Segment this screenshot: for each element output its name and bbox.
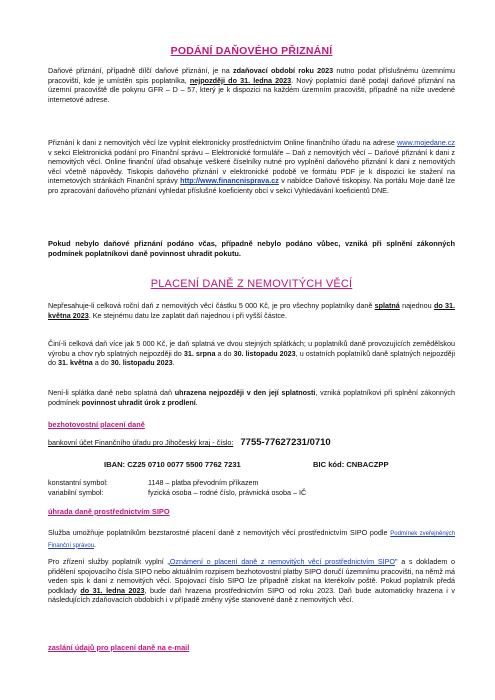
constant-symbol-value: 1148 – platba převodním příkazem	[148, 478, 259, 487]
inline-link[interactable]: www.mojedane.cz	[397, 138, 455, 147]
paragraph-penalty-notice: Pokud nebylo daňové přiznání podáno včas, případně nebylo podáno vůbec, vzniká při splnění zákonných podmínek poplatníkovi daně povinnost uhradit pokutu.	[48, 239, 455, 258]
paragraph-payment-deadline: Nepřesahuje-li celková roční daň z nemovitých věcí částku 5 000 Kč, je pro všechny poplatníky daně splatná najednou do 31. května 2023. Ke stejnému datu lze zaplatit daň najednou i při vyšší částce.	[48, 301, 455, 320]
paragraph-sipo-service: Služba umožňuje poplatníkům bezstarostné placení daně z nemovitých věcí prostřednictvím SIPO podle Podmínek zveřejněných Finanční správou.	[48, 528, 455, 549]
paragraph-sipo-setup: Pro zřízení služby poplatník vyplní „Oznámení o placení daně z nemovitých věcí prostřednictvím SIPO" a s dokladem o přidělení spojovacího čísla SIPO nebo aktuálním rozpisem bezhotovostní platby SIPO doručí územnímu pracovišti, na němž má veden spis k dani z nemovitých věcí. Spojovací číslo SIPO lze případně získat na kterékoliv poště. Pokud poplatník předá podklady do 31. ledna 2023, bude daň hrazena prostřednictvím SIPO od roku 2023. Daň bude automaticky hrazena i v následujících zdaňovacích obdobích i v případě změny výše stanovené daně z nemovitých věcí.	[48, 557, 456, 605]
paragraph-installments: Činí-li celková daň více jak 5 000 Kč, je daň splatná ve dvou stejných splátkách; u poplatníků daně provozujících zemědělskou výrobu a chov ryb splatných nejpozději do 31. srpna a do 30. listopadu 2023, u ostatních poplatníků daně splatných nejpozději do 31. května a do 30. listopadu 2023.	[48, 339, 456, 368]
paragraph-electronic-filing: Přiznání k dani z nemovitých věcí lze vyplnit elektronicky prostřednictvím Online finančního úřadu na adrese www.mojedane.cz v sekci Elektronická podání pro Finanční správu – Elektronické formuláře – Daň z nemovitých věcí – Daňové přiznání k dani z nemovitých věcí. Online finanční úřad obsahuje veškeré číselníky nutné pro vyplnění daňového přiznání k dani z nemovitých věcí včetně nápovědy. Tiskopis daňového přiznání v elektronické podobě ve formátu PDF je k dispozici ke stažení na internetových stránkách Finanční správy http://www.financnisprava.cz v nabídce Daňové tiskopisy. Na portálu Moje daně lze pro zpracování daňového přiznání vyhledat příslušné koeficienty obcí v sekci Vyhledávání koeficientů DNE.	[48, 138, 455, 195]
bank-account-number: 7755-77627231/0710	[240, 437, 331, 448]
section-title-tax-return: PODÁNÍ DAŇOVÉHO PŘIZNÁNÍ	[170, 45, 333, 57]
paragraph-late-interest: Není-li splátka daně nebo splatná daň uhrazena nejpozději v den její splatnosti, vzniká poplatníkovi při splnění zákonných podmínek povinnost uhradit úrok z prodlení.	[48, 388, 456, 407]
paragraph-tax-return-deadline: Daňové přiznání, případně dílčí daňové přiznání, je na zdaňovací období roku 2023 nutno podat příslušnému územnímu pracovišti, kde je umístěn spis poplatníka, nejpozději do 31. ledna 2023. Nový poplatníci daně podají daňové přiznání na územní pracoviště dle pokynu GFR – D – 57, který je k dispozici na každém územním pracovišti, případně na níže uvedené internetové adrese.	[48, 66, 455, 104]
inline-link[interactable]: http://www.financnisprava.cz	[180, 176, 279, 186]
constant-symbol-label: konstantní symbol:	[48, 478, 108, 487]
bic-text: BIC kód: CNBACZPP	[313, 460, 389, 469]
bank-account-row	[48, 437, 331, 448]
section-title-tax-payment: PLACENÍ DANĚ Z NEMOVITÝCH VĚCÍ	[150, 278, 353, 290]
subheading-sipo: úhrada daně prostřednictvím SIPO	[48, 507, 170, 516]
subheading-email-payment: zaslání údajů pro placení daně na e-mail	[48, 643, 190, 652]
inline-link[interactable]: Oznámení o placení daně z nemovitých věcí prostřednictvím SIPO	[169, 557, 395, 566]
iban-text: IBAN: CZ25 0710 0077 5500 7762 7231	[104, 460, 241, 469]
variable-symbol-label: variabilní symbol:	[48, 488, 104, 497]
bank-account-label: bankovní účet Finančního úřadu pro Jihočeský kraj - číslo:	[48, 438, 234, 447]
subheading-bank-transfer: bezhotovostní placení daně	[48, 420, 145, 429]
sipo-conditions-link[interactable]: Podmínek zveřejněných Finanční správou	[48, 531, 455, 549]
variable-symbol-value: fyzická osoba – rodné číslo, právnická osoba – IČ	[148, 488, 307, 497]
